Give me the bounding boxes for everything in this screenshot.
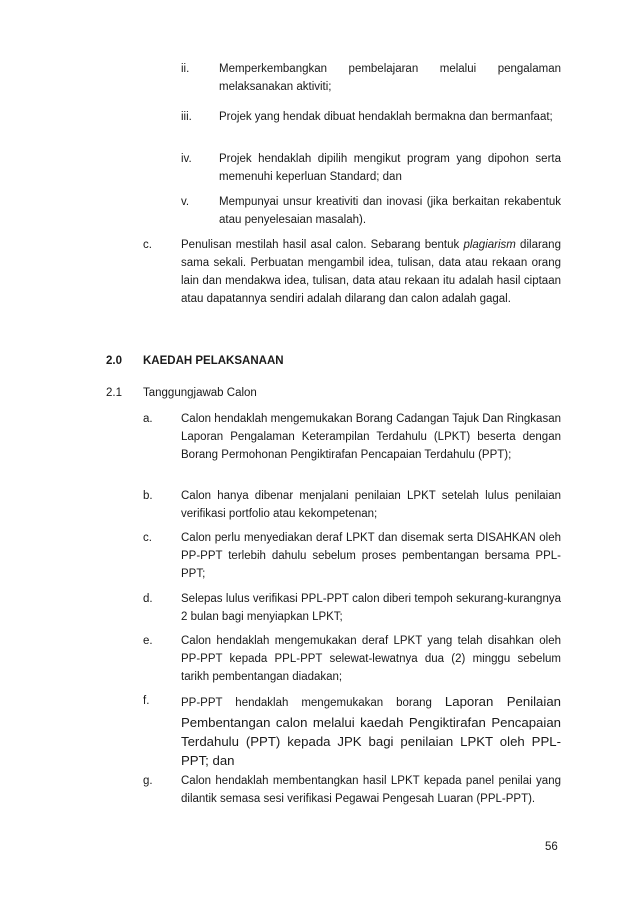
item-c-text-after: dilarang sama sekali. Perbuatan mengambil idea, tulisan, data atau rekaan orang lain dan mendakwa idea, tulisan, data atau rekaan itu adalah hasil ciptaan atau dapatannya sendiri adalah dilarang dan calon adalah gagal. — [181, 239, 561, 305]
subsection-number: 2.1 — [106, 387, 122, 399]
list-item-g: Calon hendaklah membentangkan hasil LPKT kepada panel penilai yang dilantik semasa sesi verifikasi Pegawai Pengesah Luaran (PPL-PPT). — [181, 775, 561, 805]
list-item-v: Mempunyai unsur kreativiti dan inovasi (jika berkaitan rekabentuk atau penyelesaian masalah). — [219, 196, 561, 226]
list-item-a: Calon hendaklah mengemukakan Borang Cadangan Tajuk Dan Ringkasan Laporan Pengalaman Keterampilan Terdahulu (LPKT) beserta dengan Borang Permohonan Pengiktirafan Pencapaian Terdahulu (PPT); — [181, 413, 561, 461]
section-title: KAEDAH PELAKSANAAN — [143, 355, 284, 367]
list-marker-ii: ii. — [181, 63, 190, 75]
item-c-italic: plagiarism — [463, 239, 516, 251]
list-marker-f: f. — [143, 695, 150, 707]
list-marker-d: d. — [143, 593, 153, 605]
list-marker-c: c. — [143, 532, 152, 544]
list-marker-v: v. — [181, 196, 190, 208]
page-number: 56 — [545, 841, 558, 853]
list-item-c: Calon perlu menyediakan deraf LPKT dan disemak serta DISAHKAN oleh PP-PPT terlebih dahulu sebelum proses pembentangan bersama PPL-PPT; — [181, 532, 561, 580]
list-item-iv: Projek hendaklah dipilih mengikut program yang dipohon serta memenuhi keperluan Standard; dan — [219, 153, 561, 183]
list-item-d: Selepas lulus verifikasi PPL-PPT calon diberi tempoh sekurang-kurangnya 2 bulan bagi menyiapkan LPKT; — [181, 593, 561, 623]
list-item-iii: Projek yang hendak dibuat hendaklah bermakna dan bermanfaat; — [219, 111, 553, 123]
list-marker-c-top: c. — [143, 239, 152, 251]
list-marker-g: g. — [143, 775, 153, 787]
list-marker-a: a. — [143, 413, 153, 425]
list-item-b: Calon hanya dibenar menjalani penilaian LPKT setelah lulus penilaian verifikasi portfolio atau kekompetenan; — [181, 490, 561, 520]
list-item-ii: Memperkembangkan pembelajaran melalui pengalaman melaksanakan aktiviti; — [219, 63, 561, 93]
subsection-title: Tanggungjawab Calon — [143, 387, 257, 399]
item-f-text-large: Laporan Penilaian Pembentangan calon melalui kaedah Pengiktirafan Pencapaian Terdahulu (PPT) kepada JPK bagi penilaian LPKT oleh PPL-PPT; dan — [181, 694, 561, 768]
item-f-text-small: PP-PPT hendaklah mengemukakan borang — [181, 697, 445, 709]
list-marker-iv: iv. — [181, 153, 192, 165]
section-number: 2.0 — [106, 355, 122, 367]
list-marker-e: e. — [143, 635, 153, 647]
list-item-c-top — [181, 236, 561, 308]
list-item-f — [181, 692, 561, 770]
list-marker-b: b. — [143, 490, 153, 502]
list-item-e: Calon hendaklah mengemukakan deraf LPKT yang telah disahkan oleh PP-PPT kepada PPL-PPT selewat-lewatnya dua (2) minggu sebelum tarikh pembentangan diadakan; — [181, 635, 561, 683]
item-c-text-before: Penulisan mestilah hasil asal calon. Sebarang bentuk — [181, 239, 464, 251]
list-marker-iii: iii. — [181, 111, 192, 123]
